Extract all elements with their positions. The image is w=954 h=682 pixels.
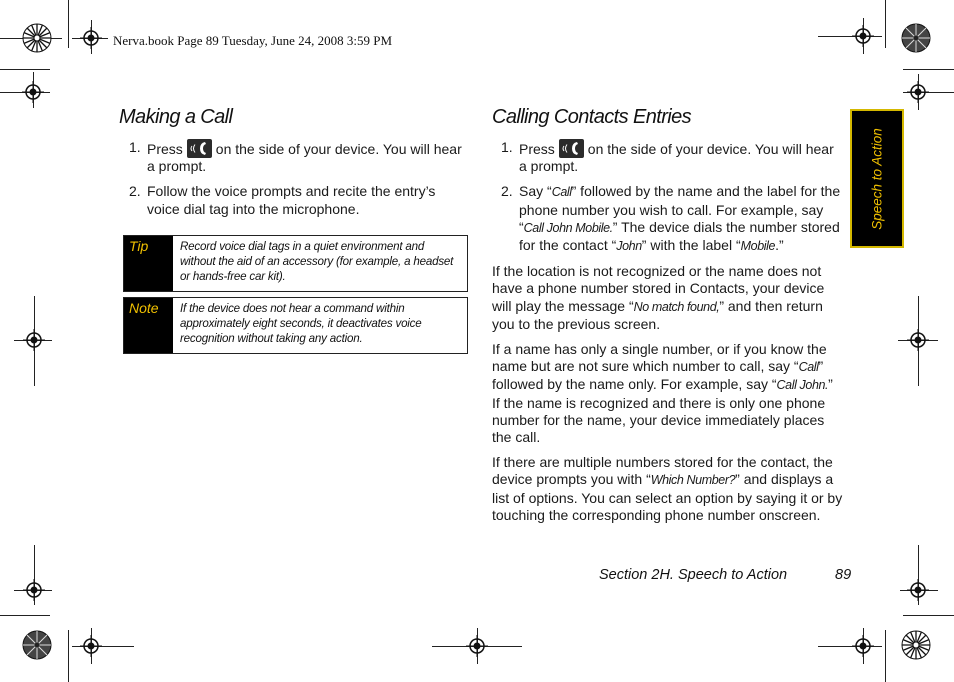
registration-mark-icon: [466, 635, 488, 657]
voice-prompt: Which Number?: [650, 473, 736, 488]
star-target-icon: [22, 630, 52, 660]
star-target-icon: [901, 23, 931, 53]
note-label: Note: [124, 298, 173, 353]
registration-mark-icon: [23, 579, 45, 601]
tip-callout: [123, 235, 468, 292]
note-callout: [123, 297, 468, 354]
voice-command: Call John.: [776, 378, 829, 393]
registration-mark-icon: [907, 81, 929, 103]
step-1: 1. Press on the side of your device. You will hear a prompt.: [501, 139, 834, 175]
step-2: 2. Follow the voice prompts and recite the entry’s voice dial tag into the microphone.: [129, 183, 436, 217]
print-header: Nerva.book Page 89 Tuesday, June 24, 2008 3:59 PM: [113, 33, 393, 48]
paragraph: If there are multiple numbers stored for the contact, the device prompts you with “Which Number?” and displays a list of options. You can select an option by saying it or by touching the corresponding phone number onscreen.: [492, 454, 843, 523]
chapter-side-tab: [850, 109, 904, 248]
section-heading-making-a-call: Making a Call: [119, 106, 233, 128]
tip-text: Record voice dial tags in a quiet environment and without the aid of an accessory (for example, a headset or hands-free car kit).: [180, 240, 454, 284]
registration-mark-icon: [23, 329, 45, 351]
left-steps: [120, 139, 470, 226]
voice-command: Call: [798, 360, 819, 375]
registration-mark-icon: [22, 81, 44, 103]
registration-mark-icon: [852, 635, 874, 657]
right-column: [492, 139, 844, 532]
registration-mark-icon: [80, 635, 102, 657]
voice-command: Call: [551, 185, 572, 200]
step-2: 2. Say “Call” followed by the name and the label for the phone number you wish to call. For example, say “Call John Mobile.” The device dials the number stored for the contact “John” with the label “Mobile.”: [501, 183, 841, 254]
voice-command: John: [616, 239, 642, 254]
paragraph: If the location is not recognized or the name does not have a phone number stored in Contacts, your device will play the message “No match found,” and then return you to the previous screen.: [492, 263, 825, 332]
chapter-side-tab-label: Speech to Action: [869, 127, 885, 230]
voice-key-icon: [559, 139, 584, 158]
star-target-icon: [22, 23, 52, 53]
star-target-icon: [901, 630, 931, 660]
voice-command: Mobile: [740, 239, 776, 254]
note-text: If the device does not hear a command within approximately eight seconds, it deactivates voice recognition without taking any action.: [180, 302, 422, 346]
voice-command: Call John Mobile.: [523, 220, 613, 235]
voice-prompt: No match found,: [633, 299, 720, 314]
tip-label: Tip: [124, 236, 173, 291]
voice-key-icon: [187, 139, 212, 158]
registration-mark-icon: [907, 329, 929, 351]
step-1: 1. Press on the side of your device. You will hear a prompt.: [129, 139, 462, 175]
footer-section: Section 2H. Speech to Action: [599, 567, 788, 583]
section-heading-calling-contacts: Calling Contacts Entries: [492, 106, 692, 128]
registration-mark-icon: [852, 25, 874, 47]
registration-mark-icon: [80, 27, 102, 49]
paragraph: If a name has only a single number, or if you know the name but are not sure which number to call, say “Call” followed by the name only. For example, say “Call John.” If the name is recognized and there is only one phone number for the name, your device immediately places the call.: [492, 341, 833, 446]
page-number: 89: [835, 567, 852, 583]
registration-mark-icon: [907, 579, 929, 601]
